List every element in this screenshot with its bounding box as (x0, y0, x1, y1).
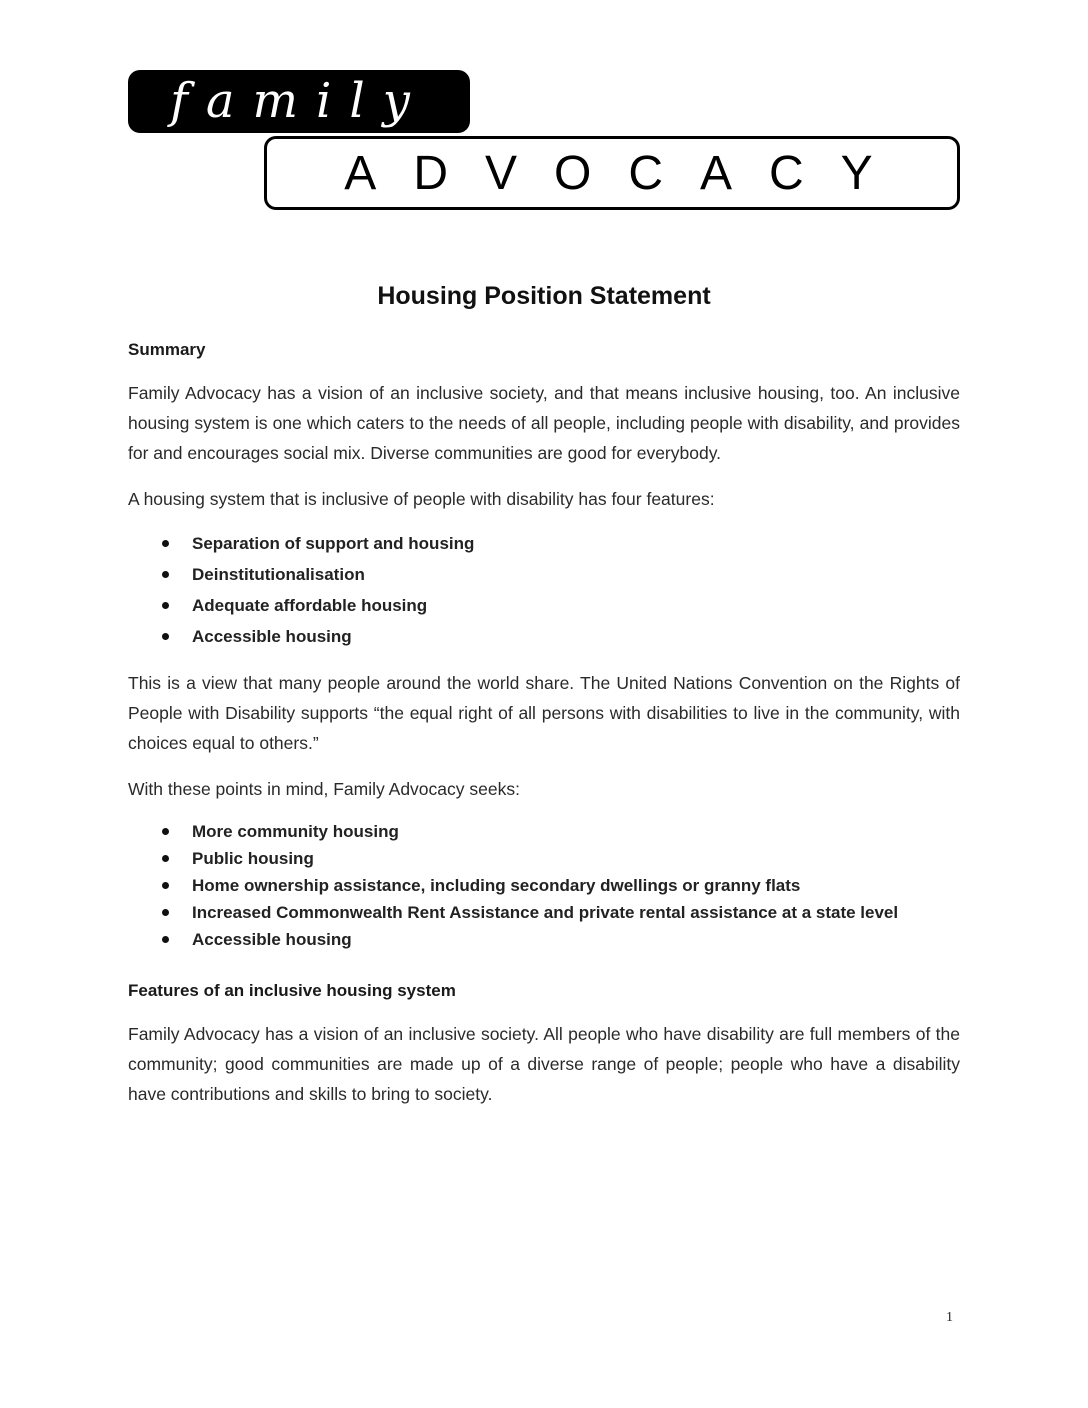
logo-family-box (128, 70, 470, 133)
summary-paragraph-4: With these points in mind, Family Advocacy seeks: (128, 779, 520, 799)
list-item: Deinstitutionalisation (128, 559, 960, 590)
document-title: Housing Position Statement (377, 282, 711, 310)
page-number: 1 (946, 1310, 953, 1325)
seeks-list (128, 818, 960, 953)
document-body (128, 276, 960, 1109)
list-item: Accessible housing (128, 621, 960, 652)
logo-family-text: family (170, 73, 428, 129)
list-item: Home ownership assistance, including secondary dwellings or granny flats (128, 872, 960, 899)
summary-paragraph-3: This is a view that many people around the world share. The United Nations Convention on the Rights of People with Disability supports “the equal right of all persons with disabilities to live in the community, with choices equal to others.” (128, 673, 960, 753)
section-heading-summary: Summary (128, 340, 206, 359)
list-item: More community housing (128, 818, 960, 845)
family-advocacy-logo (0, 0, 1088, 230)
features-list (128, 528, 960, 652)
logo-advocacy-box (264, 136, 960, 210)
list-item: Increased Commonwealth Rent Assistance and private rental assistance at a state level (128, 899, 960, 926)
section-heading-features: Features of an inclusive housing system (128, 981, 456, 1000)
list-item: Public housing (128, 845, 960, 872)
features-paragraph-1: Family Advocacy has a vision of an inclusive society. All people who have disability are full members of the community; good communities are made up of a diverse range of people; people who have a disability have contributions and skills to bring to society. (128, 1024, 960, 1104)
list-item: Separation of support and housing (128, 528, 960, 559)
logo-advocacy-text: ADVOCACY (344, 147, 910, 200)
list-item: Accessible housing (128, 926, 960, 953)
list-item: Adequate affordable housing (128, 590, 960, 621)
summary-paragraph-1: Family Advocacy has a vision of an inclusive society, and that means inclusive housing, too. An inclusive housing system is one which caters to the needs of all people, including people with disability, and provides for and encourages social mix. Diverse communities are good for everybody. (128, 383, 960, 463)
summary-paragraph-2: A housing system that is inclusive of people with disability has four features: (128, 489, 715, 509)
